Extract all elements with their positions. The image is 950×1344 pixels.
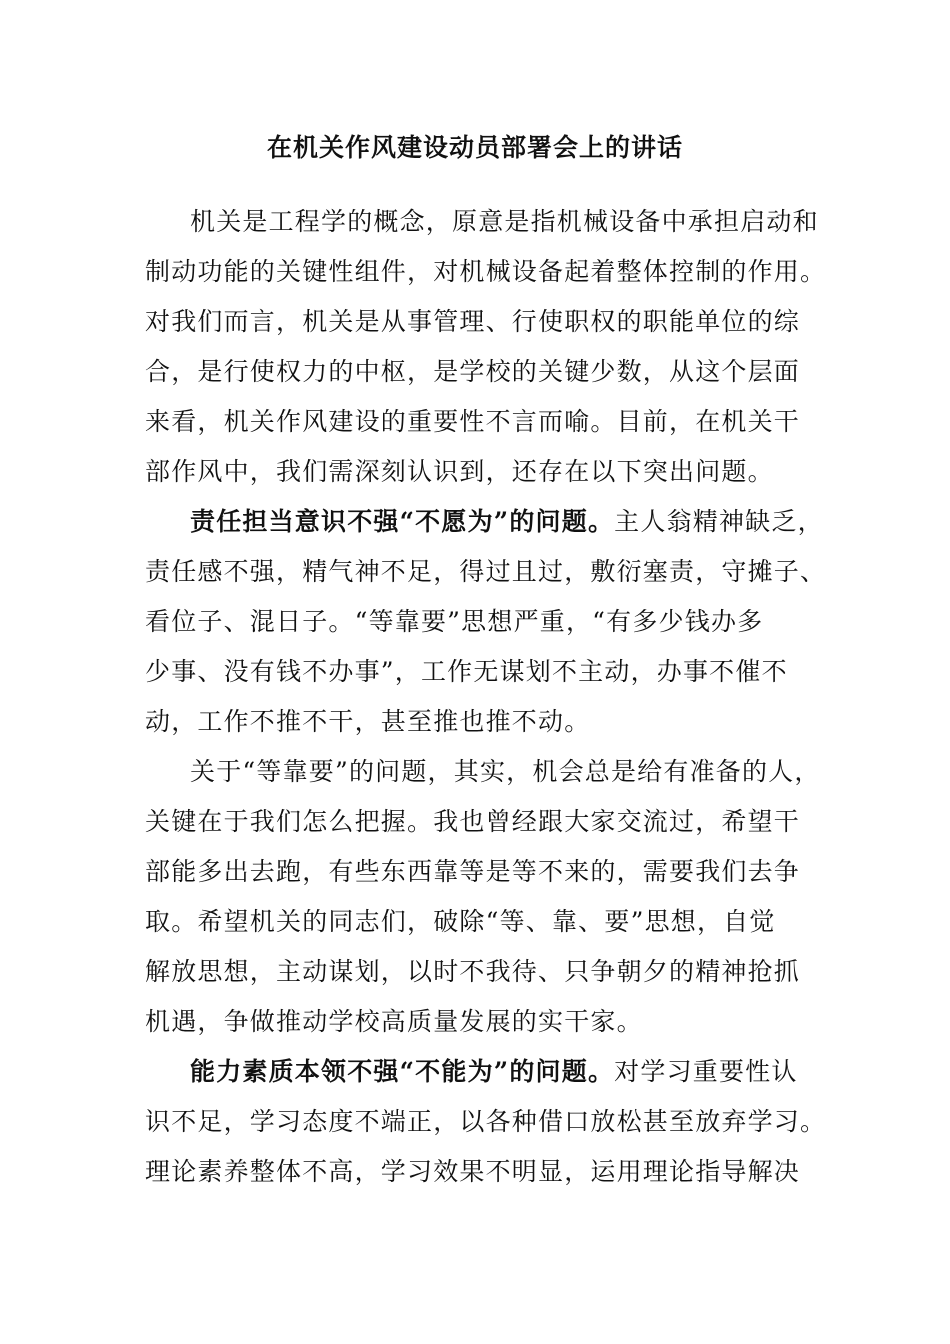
paragraph-line: 对我们而言，机关是从事管理、行使职权的职能单位的综	[145, 307, 801, 336]
section-heading: 责任担当意识不强“不愿为”的问题。	[190, 507, 615, 536]
paragraph-line: 动，工作不推不干，甚至推也推不动。	[145, 707, 591, 736]
paragraph-line: 来看，机关作风建设的重要性不言而喻。目前，在机关干	[145, 407, 801, 436]
paragraph-line: 看位子、混日子。“等靠要”思想严重，“有多少钱办多	[145, 607, 764, 636]
paragraph-line: 取。希望机关的同志们，破除“等、靠、要”思想，自觉	[145, 907, 776, 936]
paragraph-line: 理论素养整体不高，学习效果不明显，运用理论指导解决	[145, 1157, 801, 1186]
paragraph-line: 制动功能的关键性组件，对机械设备起着整体控制的作用。	[145, 257, 827, 286]
section-heading-line	[190, 497, 824, 547]
paragraph-line: 识不足，学习态度不端正，以各种借口放松甚至放弃学习。	[145, 1107, 827, 1136]
paragraph-line: 合，是行使权力的中枢，是学校的关键少数，从这个层面	[145, 357, 801, 386]
document-title: 在机关作风建设动员部署会上的讲话	[266, 133, 683, 162]
paragraph-line: 部作风中，我们需深刻认识到，还存在以下突出问题。	[145, 457, 774, 486]
paragraph-text: 对学习重要性认	[614, 1057, 798, 1086]
paragraph-line: 责任感不强，精气神不足，得过且过，敷衍塞责，守摊子、	[145, 557, 827, 586]
paragraph-line: 部能多出去跑，有些东西靠等是等不来的，需要我们去争	[145, 857, 801, 886]
paragraph-line: 机遇，争做推动学校高质量发展的实干家。	[145, 1007, 643, 1036]
paragraph-line: 关键在于我们怎么把握。我也曾经跟大家交流过，希望干	[145, 807, 801, 836]
paragraph-text: 主人翁精神缺乏，	[614, 507, 824, 536]
paragraph-line: 关于“等靠要”的问题，其实，机会总是给有准备的人，	[190, 757, 821, 786]
paragraph-line: 解放思想，主动谋划，以时不我待、只争朝夕的精神抢抓	[145, 957, 801, 986]
paragraph-line: 机关是工程学的概念，原意是指机械设备中承担启动和	[190, 207, 819, 236]
section-heading: 能力素质本领不强“不能为”的问题。	[190, 1057, 615, 1086]
paragraph-line: 少事、没有钱不办事”，工作无谋划不主动，办事不催不	[145, 657, 788, 686]
section-heading-line	[190, 1047, 798, 1097]
